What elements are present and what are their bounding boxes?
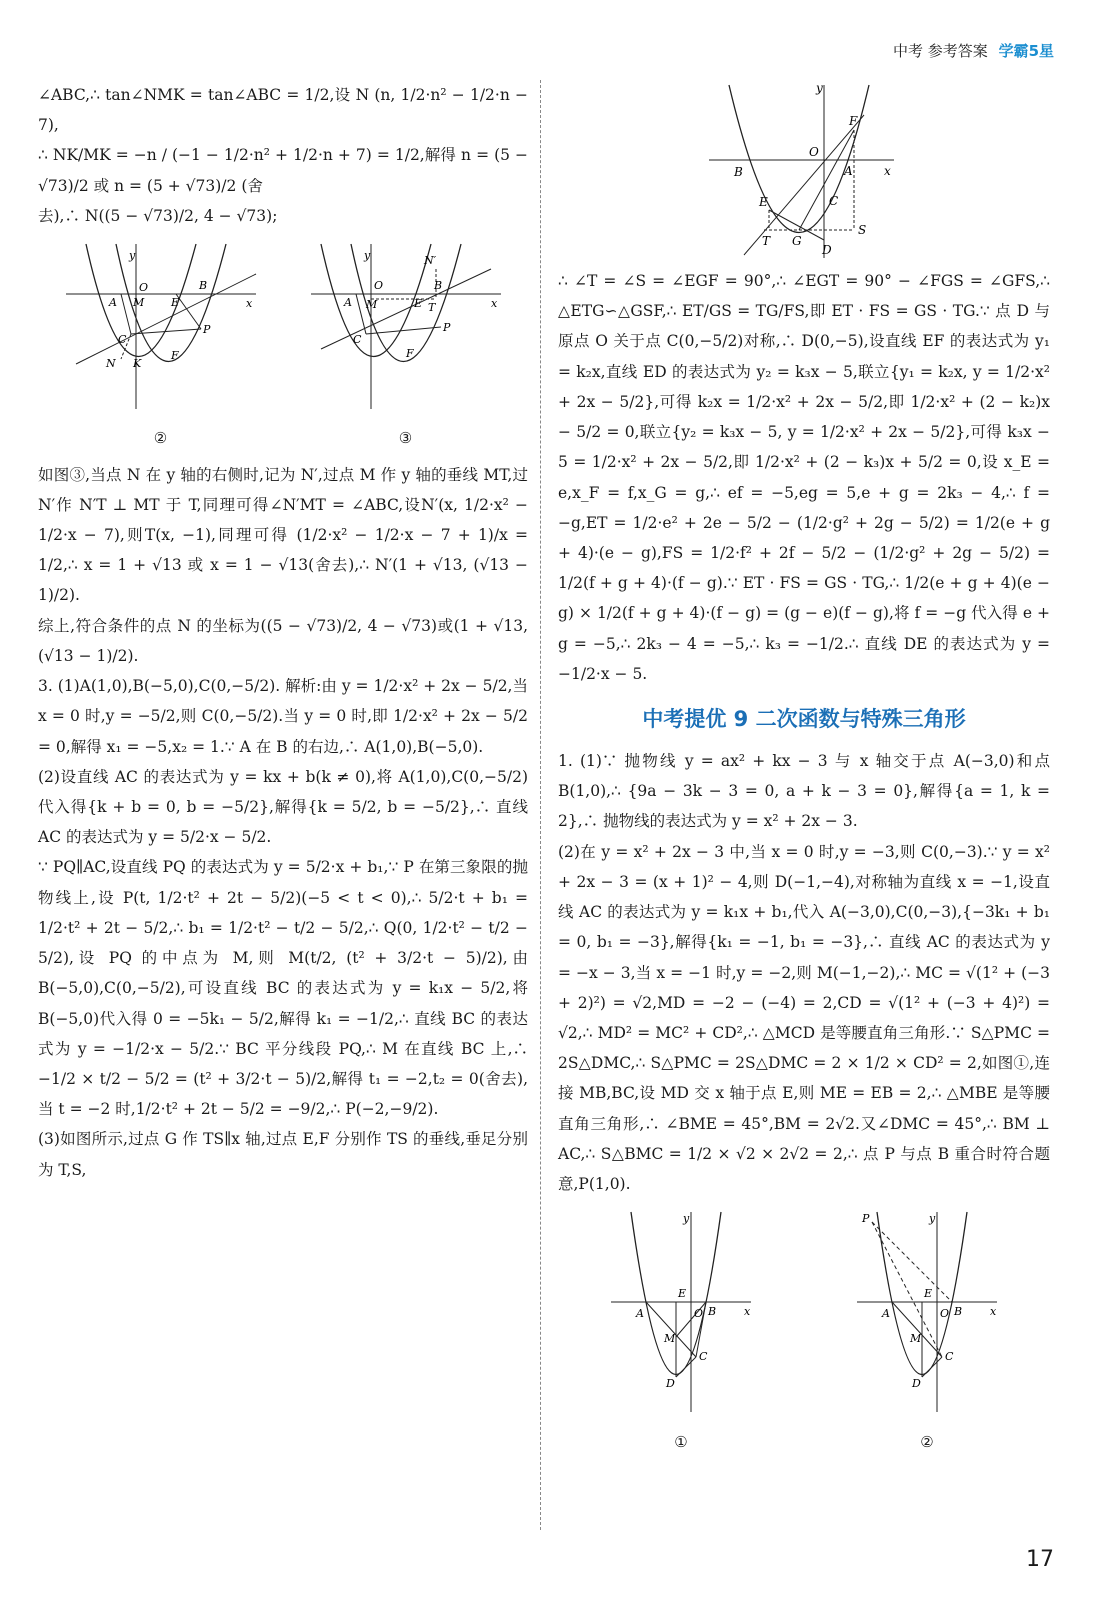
left-para-7: (2)设直线 AC 的表达式为 y = kx + b(k ≠ 0),将 A(1,0),C(0,−5/2)代入得{k + b = 0, b = −5/2},解得{k = 5/2, b = −5/2},∴ 直线 AC 的表达式为 y = 5/2·x − 5/2. [38,767,528,847]
left-para-3: 去),∴ N((5 − √73)/2, 4 − √73); [38,206,278,225]
svg-text:y: y [683,1212,690,1226]
svg-text:M: M [132,296,144,310]
left-para-9: (3)如图所示,过点 G 作 TS∥x 轴,过点 E,F 分别作 TS 的垂线,垂足分别为 T,S, [38,1130,528,1179]
svg-text:N′: N′ [423,254,436,268]
svg-text:G: G [792,234,802,248]
svg-text:B: B [198,279,207,293]
svg-text:y: y [929,1212,936,1226]
page-number: 17 [1026,1547,1054,1572]
header-exam: 中考 [892,42,923,60]
svg-text:C: C [117,333,126,347]
right-para-2: 1. (1)∵ 抛物线 y = ax² + kx − 3 与 x 轴交于点 A(−3,0)和点 B(1,0),∴ {9a − 3k − 3 = 0, a + k − 3 = 0},解得{a = 1, k = 2},∴ 抛物线的表达式为 y = x² + 2x − 3. [558,752,1050,831]
svg-text:O: O [940,1307,950,1321]
section-heading: 中考提优 9 二次函数与特殊三角形 [642,707,966,732]
left-para-5: 综上,符合条件的点 N 的坐标为((5 − √73)/2, 4 − √73)或(1 + √13, (√13 − 1)/2). [38,616,528,665]
svg-text:B: B [954,1305,963,1319]
svg-text:P: P [442,321,450,335]
svg-text:x: x [245,297,252,311]
svg-text:x: x [490,297,497,311]
left-column [38,80,528,1185]
svg-text:P: P [862,1212,870,1226]
left-para-6: 3. (1)A(1,0),B(−5,0),C(0,−5/2). 解析:由 y = 1/2·x² + 2x − 5/2,当 x = 0 时,y = −5/2,则 C(0,−5/2).当 y = 0 时,即 1/2·x² + 2x − 5/2 = 0,解得 x₁ = −5,x₂ = 1.∵ A 在 B 的右边,∴ A(1,0),B(−5,0). [38,677,528,756]
svg-text:C: C [699,1350,708,1364]
page-header [893,40,1054,61]
figure-2-right [852,1207,1002,1457]
svg-text:O: O [694,1307,704,1321]
svg-text:P: P [202,323,210,337]
figure-row-left [38,239,528,454]
svg-text:N: N [105,357,116,371]
svg-text:E: E [924,1287,933,1301]
svg-text:B: B [734,165,743,179]
svg-text:A: A [636,1307,644,1321]
figure-2 [61,239,261,454]
right-para-1: ∴ ∠T = ∠S = ∠EGF = 90°,∴ ∠EGT = 90° − ∠FGS = ∠GFS,∴ △ETG∽△GSF,∴ ET/GS = TG/FS,即 ET · FS = GS · TG.∵ 点 D 与原点 O 关于点 C(0,−5/2)对称,∴ D(0,−5),设直线 EF 的表达式为 y₁ = k₂x,直线 ED 的表达式为 y₂ = k₃x − 5,联立{y₁ = k₂x, y = 1/2·x² + 2x − 5/2},可得 k₂x = 1/2·x² + 2x − 5/2,即 1/2·x² + (2 − k₂)x − 5/2 = 0,联立{y₂ = k₃x − 5, y = 1/2·x² + 2x − 5/2},可得 k₃x − 5 = 1/2·x² + 2x − 5/2,即 1/2·x² + (2 − k₃)x + 5/2 = 0,设 x_E = e,x_F = f,x_G = g,∴ ef = −5,eg = 5,e + g = 2k₃ − 4,∴ f = −g,ET = 1/2·e² + 2e − 5/2 − (1/2·g² + 2g − 5/2) = 1/2(e + g + 4)·(e − g),FS = 1/2·f² + 2f − 5/2 − (1/2·g² + 2g − 5/2) = 1/2(f + g + 4)·(f − g).∵ ET · FS = GS · TG,∴ 1/2(e + g + 4)(e − g) × 1/2(f + g + 4)·(f − g) = (g − e)(f − g),将 f = −g 代入得 e + g = −5,∴ 2k₃ − 4 = −5,∴ k₃ = −1/2.∴ 直线 DE 的表达式为 y = −1/2·x − 5. [558,272,1050,683]
svg-text:B: B [433,279,442,293]
svg-text:A: A [108,296,117,310]
svg-text:O: O [809,145,819,159]
svg-text:E: E [413,297,422,311]
header-label: 参考答案 [927,42,988,60]
svg-text:F: F [170,349,179,363]
svg-text:D: D [912,1377,921,1391]
svg-text:B: B [708,1305,717,1319]
left-para-1: ∠ABC,∴ tan∠NMK = tan∠ABC = 1/2,设 N (n, 1/2·n² − 1/2·n − 7), [38,86,528,135]
parabola-diagram-2-right [852,1207,1002,1417]
svg-text:T: T [762,234,771,248]
svg-text:E: E [678,1287,687,1301]
figure-row-top-right [558,80,1050,260]
svg-text:D: D [666,1377,675,1391]
svg-text:y: y [363,249,370,263]
svg-text:T: T [427,301,435,315]
parabola-diagram-2 [61,239,261,414]
svg-text:E: E [170,296,179,310]
svg-text:O: O [373,279,383,293]
svg-text:A: A [844,164,853,178]
svg-text:M: M [910,1332,922,1346]
left-para-8: ∵ PQ∥AC,设直线 PQ 的表达式为 y = 5/2·x + b₁,∵ P 在第三象限的抛物线上,设 P(t, 1/2·t² + 2t − 5/2)(−5 < t < 0),∴ 5/2·t + b₁ = 1/2·t² + 2t − 5/2,∴ b₁ = 1/2·t² − t/2 − 5/2,∴ Q(0, 1/2·t² − t/2 − 5/2),设 PQ 的中点为 M,则 M(t/2, (t² + 3/2·t − 5)/2),由 B(−5,0),C(0,−5/2),可设直线 BC 的表达式为 y = k₁x − 5/2,将 B(−5,0)代入得 0 = −5k₁ − 5/2,解得 k₁ = −1/2,∴ 直线 BC 的表达式为 y = −1/2·x − 5/2.∵ BC 平分线段 PQ,∴ M 在直线 BC 上,∴ −1/2 × t/2 − 5/2 = (t² + 3/2·t − 5)/2,解得 t₁ = −2,t₂ = 0(舍去),当 t = −2 时,1/2·t² + 2t − 5/2 = −9/2,∴ P(−2,−9/2). [38,858,528,1119]
left-para-2: ∴ NK/MK = −n / (−1 − 1/2·n² + 1/2·n + 7) = 1/2,解得 n = (5 − √73)/2 或 n = (5 + √73)/2 (舍 [38,146,528,195]
svg-text:S: S [858,223,867,237]
svg-text:O: O [138,281,148,295]
svg-text:D: D [822,243,832,257]
figure-1-label: ① [674,1432,688,1451]
figure-row-right [558,1207,1050,1457]
svg-text:C: C [352,333,361,347]
svg-text:y: y [128,249,135,263]
svg-text:M: M [664,1332,676,1346]
svg-text:C: C [829,194,839,208]
figure-1 [606,1207,756,1457]
svg-text:x: x [990,1305,997,1319]
figure-2-label: ② [153,429,168,448]
svg-text:M: M [365,298,377,312]
svg-text:C: C [945,1350,954,1364]
parabola-diagram-1 [606,1207,756,1417]
svg-text:F: F [405,347,414,361]
svg-text:x: x [884,164,891,178]
right-para-3: (2)在 y = x² + 2x − 3 中,当 x = 0 时,y = −3,则 C(0,−3).∵ y = x² + 2x − 3 = (x + 1)² − 4,则 D(−1,−4),对称轴为直线 x = −1,设直线 AC 的表达式为 y = k₁x + b₁,代入 A(−3,0),C(0,−3),{−3k₁ + b₁ = 0, b₁ = −3},解得{k₁ = −1, b₁ = −3},∴ 直线 AC 的表达式为 y = −x − 3,当 x = −1 时,y = −2,则 M(−1,−2),∴ MC = √(1² + (−3 + 2)²) = √2,MD = −2 − (−4) = 2,CD = √(1² + (−3 + 4)²) = √2,∴ MD² = MC² + CD²,∴ △MCD 是等腰直角三角形.∵ S△PMC = 2S△DMC,∴ S△PMC = 2S△DMC = 2 × 1/2 × CD² = 2,如图①,连接 MB,BC,设 MD 交 x 轴于点 E,则 ME = EB = 2,∴ △MBE 是等腰直角三角形,∴ ∠BME = 45°,BM = 2√2.又∠DMC = 45°,∴ BM ⊥ AC,∴ S△BMC = 1/2 × √2 × 2√2 = 2,∴ 点 P 与点 B 重合时符合题意,P(1,0). [558,842,1050,1194]
parabola-diagram-3 [306,239,506,414]
figure-3 [306,239,506,454]
right-column [558,80,1050,1463]
column-divider [540,80,541,1530]
svg-text:F: F [849,114,858,128]
svg-text:y: y [816,81,823,95]
svg-text:E: E [759,195,768,209]
figure-3-label: ③ [398,429,413,448]
left-para-4: 如图③,当点 N 在 y 轴的右侧时,记为 N′,过点 M 作 y 轴的垂线 MT,过 N′作 N′T ⊥ MT 于 T,同理可得∠N′MT = ∠ABC,设N′(x, 1/2·x² − 1/2·x − 7),则T(x, −1),同理可得 (1/2·x² − 1/2·x − 7 + 1)/x = 1/2,∴ x = 1 + √13 或 x = 1 − √13(舍去),∴ N′(1 + √13, (√13 − 1)/2). [38,465,528,605]
parabola-diagram-ts [704,80,904,260]
header-brand: 学霸5星 [998,42,1054,60]
svg-text:K: K [132,357,141,371]
svg-text:A: A [882,1307,890,1321]
svg-text:x: x [744,1305,751,1319]
figure-2-right-label: ② [920,1432,934,1451]
svg-text:A: A [343,296,352,310]
